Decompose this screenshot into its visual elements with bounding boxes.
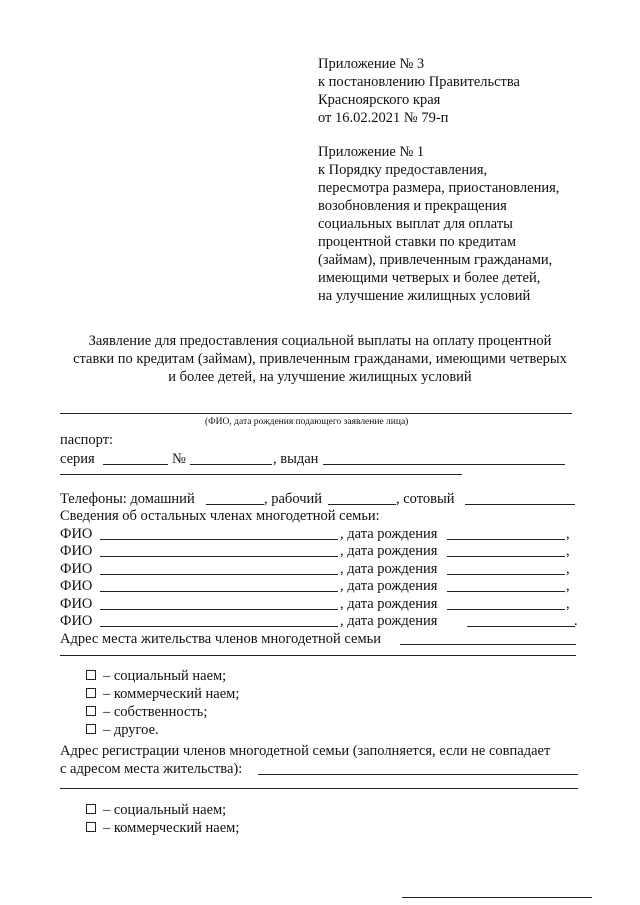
residence-option-ownership[interactable]: – собственность; [86,704,207,722]
residence-address-label: Адрес места жительства членов многодетной семьи [60,631,382,647]
fio-label: ФИО [60,561,93,577]
checkbox[interactable] [86,706,96,716]
phones-label: Телефоны: домашний [60,491,195,507]
appendix1-line9: на улучшение жилищных условий [318,288,531,304]
birth-label: , дата рождения [340,578,438,594]
document-title-line3: и более детей, на улучшение жилищных условий [168,369,472,385]
fio-input-line[interactable] [100,539,338,540]
birth-input-line[interactable] [447,591,565,592]
appendix3-line4: от 16.02.2021 № 79-п [318,110,449,126]
number-label: № [172,451,186,467]
document-title-line1: Заявление для предоставления социальной выплаты на оплату процентной [88,333,552,349]
birth-label: , дата рождения [340,613,438,629]
registration-option-commercial[interactable]: – коммерческий наем; [86,820,239,838]
fio-input-line[interactable] [100,591,338,592]
residence-option-commercial[interactable]: – коммерческий наем; [86,686,239,704]
appendix1-line4: возобновления и прекращения [318,198,507,214]
series-input-line[interactable] [103,464,168,465]
appendix1-line5: социальных выплат для оплаты [318,216,513,232]
checkbox[interactable] [86,670,96,680]
appendix1-line8: имеющими четверых и более детей, [318,270,541,286]
fio-input-line[interactable] [100,609,338,610]
residence-option-other[interactable]: – другое. [86,722,159,740]
issued-label: , выдан [273,451,319,467]
mobile-phone-label: , сотовый [396,491,455,507]
birth-input-line[interactable] [447,539,565,540]
residence-address-line-2[interactable] [60,655,576,656]
series-label: серия [60,451,95,467]
applicant-fio-line[interactable] [60,413,572,414]
checkbox[interactable] [86,822,96,832]
appendix3-line1: Приложение № 3 [318,56,425,72]
issued-input-line[interactable] [323,464,565,465]
home-phone-line[interactable] [206,504,264,505]
fio-input-line[interactable] [100,574,338,575]
checkbox[interactable] [86,688,96,698]
footer-rule [402,897,592,898]
registration-option-social[interactable]: – социальный наем; [86,802,226,820]
fio-input-line[interactable] [100,626,338,627]
applicant-caption: (ФИО, дата рождения подающего заявление лица) [205,417,409,427]
appendix1-line1: Приложение № 1 [318,144,425,160]
appendix1-line3: пересмотра размера, приостановления, [318,180,560,196]
registration-label-line2: с адресом места жительства): [60,761,243,777]
appendix1-line2: к Порядку предоставления, [318,162,488,178]
appendix1-line6: процентной ставки по кредитам [318,234,517,250]
appendix1-line7: (займам), привлеченным гражданами, [318,252,553,268]
passport-label: паспорт: [60,432,114,448]
birth-label: , дата рождения [340,543,438,559]
passport-extra-line[interactable] [60,474,462,475]
fio-label: ФИО [60,526,93,542]
birth-input-line[interactable] [447,556,565,557]
appendix3-line2: к постановлению Правительства [318,74,520,90]
family-info-label: Сведения об остальных членах многодетной семьи: [60,508,380,524]
registration-address-line[interactable] [258,774,578,775]
birth-input-line[interactable] [447,574,565,575]
fio-input-line[interactable] [100,556,338,557]
fio-label: ФИО [60,596,93,612]
checkbox[interactable] [86,724,96,734]
birth-input-line[interactable] [467,626,575,627]
birth-label: , дата рождения [340,526,438,542]
residence-option-social[interactable]: – социальный наем; [86,668,226,686]
checkbox[interactable] [86,804,96,814]
birth-label: , дата рождения [340,596,438,612]
work-phone-line[interactable] [328,504,396,505]
document-title-line2: ставки по кредитам (займам), привлеченным гражданами, имеющими четверых [73,351,567,367]
fio-label: ФИО [60,613,93,629]
fio-label: ФИО [60,543,93,559]
work-phone-label: , рабочий [264,491,322,507]
registration-label-line1: Адрес регистрации членов многодетной семьи (заполняется, если не совпадает [60,743,551,759]
mobile-phone-line[interactable] [465,504,575,505]
birth-label: , дата рождения [340,561,438,577]
residence-address-line[interactable] [400,644,576,645]
birth-input-line[interactable] [447,609,565,610]
registration-address-line-2[interactable] [60,788,578,789]
appendix3-line3: Красноярского края [318,92,441,108]
number-input-line[interactable] [190,464,272,465]
fio-label: ФИО [60,578,93,594]
